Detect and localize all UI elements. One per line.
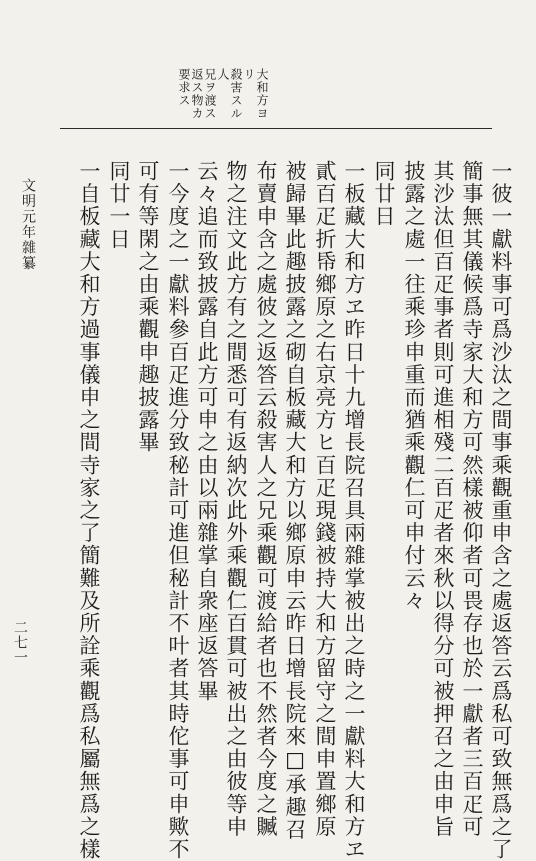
text-column: 一板藏大和方ヱ昨日十九增長院召具兩雜掌被出之時之一獻料大和方ヱ bbox=[342, 160, 366, 861]
text-column: 云々追而致披露自此方可申之由以兩雜掌自衆座返答畢 bbox=[195, 160, 219, 703]
header-note-line: 要求ス bbox=[177, 68, 191, 107]
header-note-line: 兄ヲ渡ス bbox=[203, 68, 217, 120]
text-column: 被歸畢此趣披露之砌自板藏大和方以鄉原申云昨日增長院來□承趣召 bbox=[283, 160, 307, 841]
text-column: 簡事無其儀候爲寺家大和方可然樣被仰者可畏存也於一獻者三百疋可 bbox=[460, 160, 484, 838]
text-column: 物之注文此方有之間悉可有返納次此外乘觀仁百貫可被出之由彼等申 bbox=[224, 160, 248, 838]
header-note-line: 殺害スル人 bbox=[216, 68, 243, 120]
text-column: 布賣申含之處彼之返答云殺害人之兄乘觀可渡給者也不然者今度之贓 bbox=[254, 160, 278, 838]
page-number: 二七一 bbox=[12, 620, 28, 665]
header-rule bbox=[60, 128, 492, 129]
text-column: 一自板藏大和方過事儀申之間寺家之了簡難及所詮乘觀爲私屬無爲之樣 bbox=[77, 160, 101, 861]
header-note-line: 返ス物カ bbox=[190, 68, 204, 120]
running-title: 文明元年雜纂 bbox=[20, 178, 36, 271]
date-heading: 同廿日 bbox=[372, 160, 396, 228]
text-column: 披露之處一往乘珍申重而猶乘觀仁可申付云々 bbox=[402, 160, 426, 612]
text-column: 可有等閑之由乘觀申趣披露畢 bbox=[136, 160, 160, 454]
date-heading: 同廿一日 bbox=[107, 160, 131, 251]
text-column: 其沙汰但百疋事者則可進相殘二百疋者來秋以得分可被押召之由申旨 bbox=[431, 160, 455, 838]
text-column: 貳百疋折帋鄉原之右京亮方ヒ百疋現錢被持大和方留守之間申置鄉原 bbox=[313, 160, 337, 838]
header-note bbox=[177, 68, 269, 130]
text-column: 一今度之一獻料參百疋進分致秘計可進但秘計不叶者其時佗事可申歟不 bbox=[166, 160, 190, 861]
header-note-line: 大和方ヨリ bbox=[242, 68, 269, 120]
text-column: 一彼一獻料事可爲沙汰之間事乘觀重申含之處返答云爲私可致無爲之了 bbox=[489, 160, 513, 861]
